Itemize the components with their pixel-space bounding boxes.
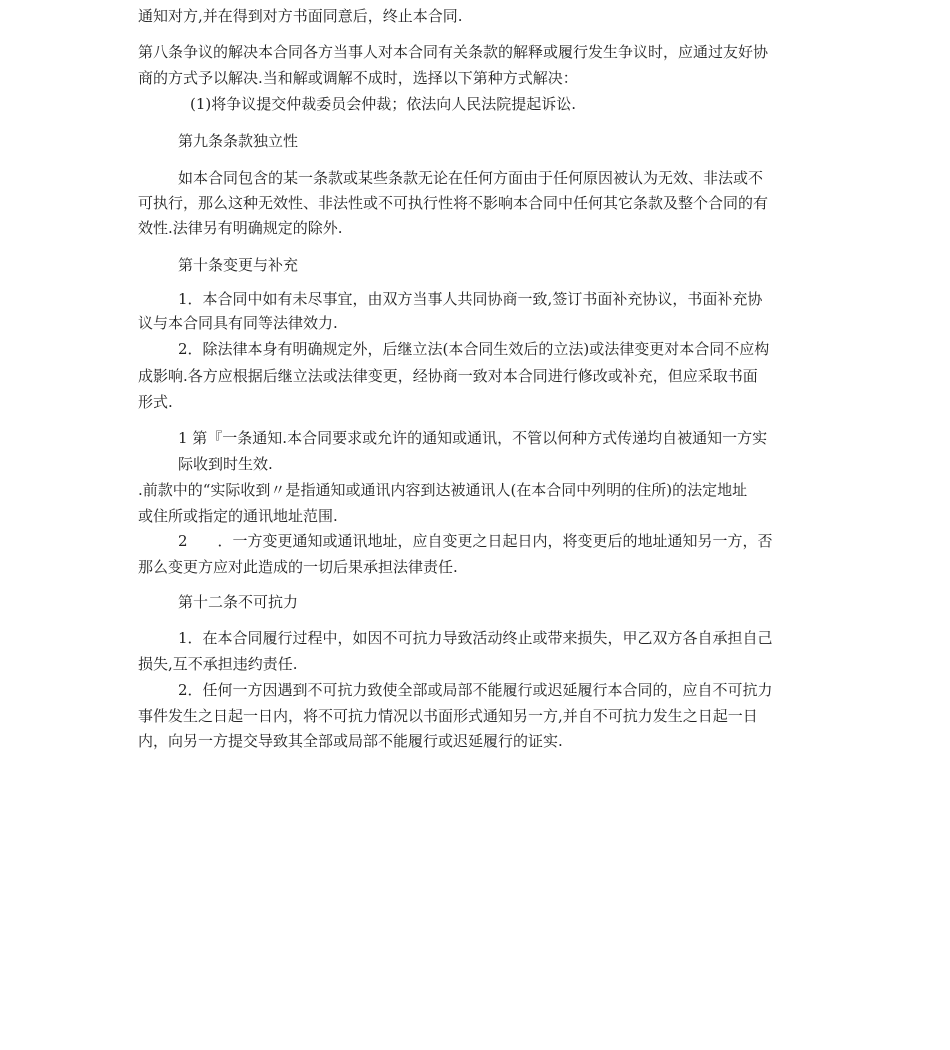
text-line-article11-1b: 际收到时生效. bbox=[178, 455, 273, 473]
text-line-article10-1b: 议与本合同具有同等法律效力. bbox=[138, 314, 338, 332]
text-line-article12-2c: 内，向另一方提交导致其全部或局部不能履行或迟延履行的证实. bbox=[138, 732, 563, 750]
text-line-article12-1b: 损失,互不承担违约责任. bbox=[138, 655, 298, 673]
text-line-article12-1a: 1．在本合同履行过程中，如因不可抗力导致活动终止或带来损失，甲乙双方各自承担自己 bbox=[178, 629, 773, 647]
text-line-article10-2b: 成影响.各方应根据后继立法或法律变更，经协商一致对本合同进行修改或补充，但应采取书面 bbox=[138, 367, 758, 385]
text-line-article10-1a: 1．本合同中如有未尽事宜，由双方当事人共同协商一致,签订书面补充协议，书面补充协 bbox=[178, 290, 763, 308]
text-line-article9-1: 如本合同包含的某一条款或某些条款无论在任何方面由于任何原因被认为无效、非法或不 bbox=[178, 169, 764, 187]
text-line-article10-2a: 2．除法律本身有明确规定外，后继立法(本合同生效后的立法)或法律变更对本合同不应构 bbox=[178, 340, 770, 358]
text-line-article11-2a: 2 ．一方变更通知或通讯地址，应自变更之日起日内，将变更后的地址通知另一方，否 bbox=[178, 532, 773, 550]
text-line-article11-note-a: .前款中的“实际收到〃是指通知或通讯内容到达被通讯人(在本合同中列明的住所)的法定地址 bbox=[138, 481, 748, 499]
text-line-article11-note-b: 或住所或指定的通讯地址范围. bbox=[138, 507, 338, 525]
heading-article10: 第十条变更与补充 bbox=[178, 256, 299, 274]
text-line-article8-2: 商的方式予以解决.当和解或调解不成时，选择以下第种方式解决： bbox=[138, 69, 578, 87]
text-line-article9-3: 效性.法律另有明确规定的除外. bbox=[138, 219, 343, 237]
heading-article9: 第九条条款独立性 bbox=[178, 132, 299, 150]
text-line-article12-2b: 事件发生之日起一日内，将不可抗力情况以书面形式通知另一方,并自不可抗力发生之日起一日 bbox=[138, 707, 758, 725]
heading-article12: 第十二条不可抗力 bbox=[178, 593, 299, 611]
text-line-article8-1: 第八条争议的解决本合同各方当事人对本合同有关条款的解释或履行发生争议时，应通过友好协 bbox=[138, 43, 769, 61]
text-line-article8-option: (1)将争议提交仲裁委员会仲裁；依法向人民法院提起诉讼. bbox=[190, 95, 577, 113]
text-line-article7-end: 通知对方,并在得到对方书面同意后，终止本合同. bbox=[138, 7, 463, 25]
text-line-article12-2a: 2．任何一方因遇到不可抗力致使全部或局部不能履行或迟延履行本合同的，应自不可抗力 bbox=[178, 681, 773, 699]
text-line-article10-2c: 形式. bbox=[138, 393, 173, 411]
text-line-article11-1a: 1 第『一条通知.本合同要求或允许的通知或通讯，不管以何种方式传递均自被通知一方实 bbox=[178, 429, 768, 447]
text-line-article11-2b: 那么变更方应对此造成的一切后果承担法律责任. bbox=[138, 558, 458, 576]
text-line-article9-2: 可执行，那么这种无效性、非法性或不可执行性将不影响本合同中任何其它条款及整个合同的有 bbox=[138, 194, 769, 212]
